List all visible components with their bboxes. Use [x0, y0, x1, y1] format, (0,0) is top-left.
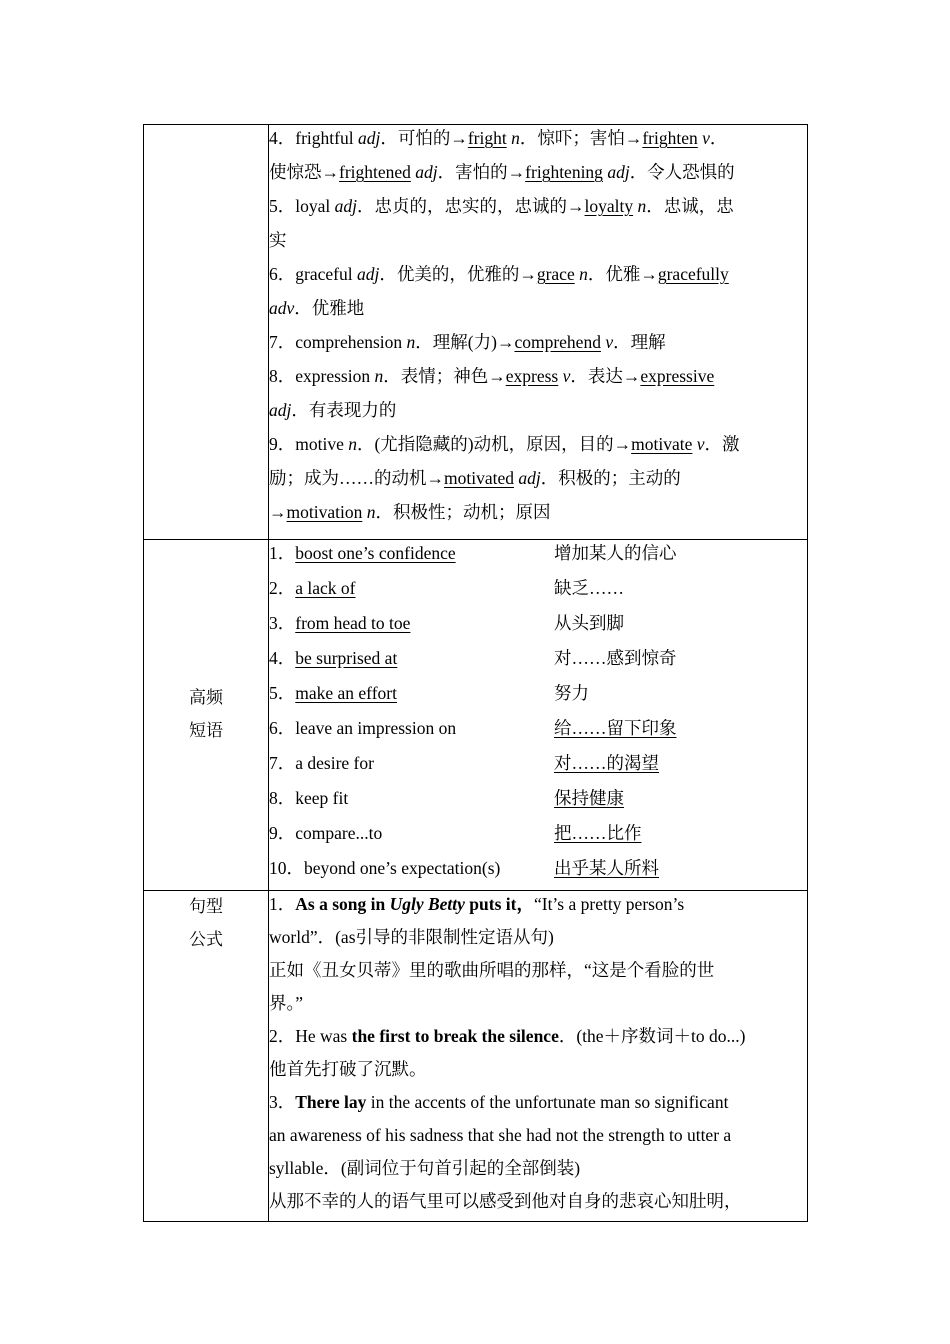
answer-blank: gracefully — [657, 264, 729, 284]
word-forms-line — [269, 363, 807, 397]
phrase-item — [269, 540, 807, 575]
text-segment: ．积极性；动机；原因 — [375, 502, 551, 522]
text-segment: There lay — [295, 1092, 367, 1112]
word-forms-line — [269, 125, 807, 159]
sentences-line — [269, 1155, 807, 1188]
answer-blank: expressive — [640, 366, 715, 386]
text-segment: 从那不幸的人的语气里可以感受到他对自身的悲哀心知肚明， — [269, 1191, 742, 1211]
text-segment: ．理解 — [613, 332, 666, 352]
sentences-label-cell — [144, 891, 269, 1222]
phrase-english-text: a lack of — [295, 578, 356, 598]
text-segment: v — [696, 434, 705, 454]
phrase-chinese: 给……留下印象 — [554, 718, 677, 738]
answer-blank: comprehend — [514, 332, 601, 352]
text-segment: ．激 — [704, 434, 740, 454]
text-segment: adj — [518, 468, 541, 488]
text-segment: ．(the＋序数词＋to do...) — [558, 1026, 746, 1046]
phrase-english — [269, 575, 356, 602]
word-forms-label-cell — [144, 125, 269, 540]
text-segment: Ugly Betty — [389, 894, 465, 914]
sentences-line — [269, 990, 807, 1023]
answer-blank: frighten — [642, 128, 698, 148]
answer-blank: frightening — [525, 162, 603, 182]
phrase-number: 1． — [269, 543, 296, 563]
text-segment: 界。” — [269, 993, 304, 1013]
sentences-cell — [269, 891, 808, 1222]
text-segment: adj — [334, 196, 357, 216]
text-segment: ．优雅→ — [587, 264, 658, 284]
sentences-label-line-2: 公式 — [189, 930, 223, 950]
text-segment: ．可怕的→ — [380, 128, 468, 148]
answer-blank: motivate — [631, 434, 693, 454]
answer-blank: fright — [467, 128, 507, 148]
phrase-list — [269, 540, 807, 890]
text-segment: puts it， — [464, 894, 534, 914]
phrase-english-text: make an effort — [295, 683, 397, 703]
text-segment: adj — [415, 162, 438, 182]
text-segment: n — [366, 502, 376, 522]
phrases-label-line-2: 短语 — [189, 721, 223, 741]
text-segment: As a song in — [295, 894, 390, 914]
text-segment: → — [269, 502, 287, 522]
text-segment: ．忠贞的，忠实的，忠诚的→ — [357, 196, 585, 216]
text-segment: n — [348, 434, 357, 454]
text-segment: ．有表现力的 — [291, 400, 397, 420]
phrase-number: 4． — [269, 648, 296, 668]
word-forms-row — [144, 125, 808, 540]
text-segment: ．积极的；主动的 — [540, 468, 681, 488]
text-segment: 4．frightful — [269, 128, 358, 148]
phrase-english — [269, 610, 410, 637]
answer-blank: motivated — [444, 468, 514, 488]
word-forms-line — [269, 329, 807, 363]
phrase-chinese: 保持健康 — [554, 788, 624, 808]
phrase-item — [269, 750, 807, 785]
sentences-line — [269, 1122, 807, 1155]
text-segment: 他首先打破了沉默。 — [269, 1059, 427, 1079]
text-segment: v — [702, 128, 710, 148]
phrase-number: 8． — [269, 788, 296, 808]
phrase-item — [269, 855, 807, 890]
word-forms-lines — [269, 125, 807, 533]
phrase-chinese: 努力 — [554, 683, 589, 703]
sentences-label-line-1: 句型 — [189, 897, 223, 917]
phrase-number: 7． — [269, 753, 296, 773]
phrase-english-text: keep fit — [295, 788, 349, 808]
text-segment: 2．He was — [269, 1026, 352, 1046]
phrase-english — [269, 820, 382, 847]
text-segment: ．表情；神色→ — [383, 366, 506, 386]
text-segment: 7．comprehension — [269, 332, 407, 352]
text-segment: n — [374, 366, 384, 386]
answer-blank: express — [505, 366, 559, 386]
text-segment: an awareness of his sadness that she had not the strength to utter a — [269, 1125, 732, 1145]
phrase-english-text: be surprised at — [295, 648, 398, 668]
phrase-chinese: 从头到脚 — [554, 613, 624, 633]
sentences-line — [269, 1188, 807, 1221]
text-segment: 5．loyal — [269, 196, 335, 216]
sentence-lines — [269, 891, 807, 1221]
word-forms-line — [269, 261, 807, 295]
text-segment: v — [562, 366, 571, 386]
text-segment: ．理解(力)→ — [415, 332, 515, 352]
phrases-row — [144, 540, 808, 891]
text-segment: syllable．(副词位于句首引起的全部倒装) — [269, 1158, 581, 1178]
text-segment: ．表达→ — [570, 366, 641, 386]
phrase-number: 10． — [269, 858, 304, 878]
phrase-item — [269, 610, 807, 645]
phrase-english-text: from head to toe — [295, 613, 411, 633]
phrase-item — [269, 645, 807, 680]
phrase-english-text: boost one’s confidence — [295, 543, 456, 563]
text-segment: ．害怕的→ — [437, 162, 526, 182]
text-segment: adj — [607, 162, 630, 182]
phrase-number: 5． — [269, 683, 296, 703]
phrase-english — [269, 785, 348, 812]
word-forms-cell — [269, 125, 808, 540]
text-segment: world”．(as引导的非限制性定语从句) — [269, 927, 554, 947]
word-forms-line — [269, 397, 807, 431]
text-segment: ． — [709, 128, 728, 148]
text-segment: adj — [269, 400, 292, 420]
sentences-line — [269, 1089, 807, 1122]
phrase-item — [269, 820, 807, 855]
phrases-label-cell — [144, 540, 269, 891]
text-segment: 实 — [269, 230, 287, 250]
sentences-line — [269, 891, 807, 924]
word-forms-line — [269, 499, 807, 533]
sentences-line — [269, 957, 807, 990]
phrase-number: 3． — [269, 613, 296, 633]
text-segment: adv — [269, 298, 295, 318]
word-forms-line — [269, 159, 807, 193]
text-segment: the first to break the silence — [351, 1026, 559, 1046]
text-segment: 8．expression — [269, 366, 375, 386]
answer-blank: frightened — [339, 162, 411, 182]
phrase-item — [269, 680, 807, 715]
text-segment: 正如《丑女贝蒂》里的歌曲所唱的那样，“这是个看脸的世 — [269, 960, 715, 980]
text-segment: ．忠诚，忠 — [646, 196, 734, 216]
word-forms-line — [269, 227, 807, 261]
sentences-line — [269, 1056, 807, 1089]
text-segment: v — [605, 332, 614, 352]
phrase-number: 2． — [269, 578, 296, 598]
sentences-line — [269, 1023, 807, 1056]
phrase-chinese: 缺乏…… — [554, 578, 624, 598]
text-segment: adj — [356, 264, 380, 284]
phrase-english — [269, 645, 397, 672]
phrase-item — [269, 715, 807, 750]
phrase-english-text: a desire for — [295, 753, 374, 773]
phrase-number: 6． — [269, 718, 296, 738]
phrase-english — [269, 715, 456, 742]
phrase-chinese: 把……比作 — [554, 823, 642, 843]
phrase-english — [269, 540, 456, 567]
text-segment: ．令人恐惧的 — [629, 162, 735, 182]
text-segment: 9．motive — [269, 434, 349, 454]
text-segment: ．惊吓；害怕→ — [519, 128, 643, 148]
phrase-number: 9． — [269, 823, 296, 843]
word-forms-line — [269, 431, 807, 465]
phrase-chinese: 增加某人的信心 — [554, 543, 677, 563]
phrases-label-line-1: 高频 — [189, 688, 223, 708]
text-segment: 6．graceful — [269, 264, 357, 284]
text-segment: ．优美的，优雅的→ — [379, 264, 537, 284]
text-segment: n — [406, 332, 416, 352]
text-segment: n — [511, 128, 520, 148]
text-segment: 1． — [269, 894, 296, 914]
answer-blank: motivation — [286, 502, 363, 522]
phrase-english-text: leave an impression on — [295, 718, 457, 738]
text-segment: n — [637, 196, 647, 216]
text-segment: adj — [357, 128, 381, 148]
answer-blank: grace — [536, 264, 575, 284]
phrase-english — [269, 855, 500, 882]
word-forms-line — [269, 295, 807, 329]
text-segment: n — [579, 264, 588, 284]
text-segment: in the accents of the unfortunate man so significant — [366, 1092, 729, 1112]
text-segment: ．(尤指隐藏的)动机，原因，目的→ — [356, 434, 632, 454]
sentences-row — [144, 891, 808, 1222]
phrase-chinese: 对……的渴望 — [554, 753, 659, 773]
text-segment: ．优雅地 — [294, 298, 365, 318]
text-segment: 3． — [269, 1092, 296, 1112]
phrase-item — [269, 575, 807, 610]
word-forms-line — [269, 465, 807, 499]
phrase-english-text: beyond one’s expectation(s) — [304, 858, 501, 878]
text-segment: 励；成为……的动机→ — [269, 468, 444, 488]
phrase-item — [269, 785, 807, 820]
phrases-cell — [269, 540, 808, 891]
answer-blank: loyalty — [584, 196, 634, 216]
text-segment: “It’s a pretty person’s — [533, 894, 685, 914]
phrase-chinese: 出乎某人所料 — [554, 858, 659, 878]
phrase-english — [269, 680, 397, 707]
phrase-english — [269, 750, 374, 777]
text-segment: 使惊恐→ — [269, 162, 339, 182]
vocabulary-table — [143, 124, 808, 1222]
phrase-english-text: compare...to — [295, 823, 383, 843]
sentences-line — [269, 924, 807, 957]
phrase-chinese: 对……感到惊奇 — [554, 648, 677, 668]
word-forms-line — [269, 193, 807, 227]
